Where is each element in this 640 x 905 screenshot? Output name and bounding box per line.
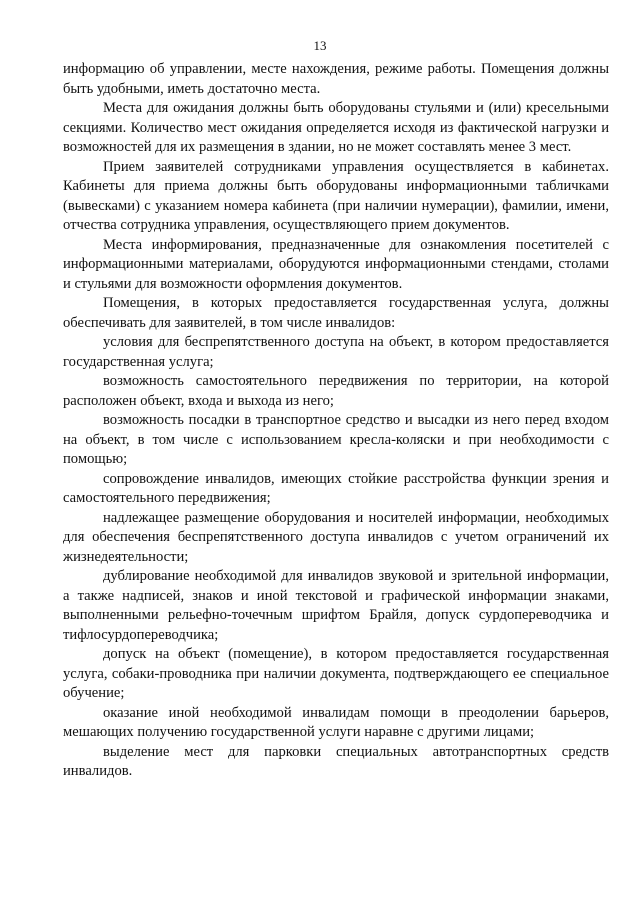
document-body: [63, 60, 609, 782]
paragraph-reception: Прием заявителей сотрудниками управления осуществляется в кабинетах. Кабинеты для приема должны быть оборудованы информационными табличками (вывесками) с указанием номера кабинета (при наличии нумерации), фамилии, имени, отчества сотрудника управления, осуществляющего прием документов.: [63, 158, 609, 233]
list-item-access-conditions: условия для беспрепятственного доступа на объект, в котором предоставляется государственная услуга;: [63, 334, 609, 370]
list-item-escort: сопровождение инвалидов, имеющих стойкие расстройства функции зрения и самостоятельного передвижения;: [63, 470, 609, 506]
list-item-guide-dog: допуск на объект (помещение), в котором предоставляется государственная услуга, собаки-проводника при наличии документа, подтверждающего ее специальное обучение;: [63, 646, 609, 701]
list-item-other-assistance: оказание иной необходимой инвалидам помощи в преодолении барьеров, мешающих получению государственной услуги наравне с другими лицами;: [63, 704, 609, 740]
list-item-parking: выделение мест для парковки специальных автотранспортных средств инвалидов.: [63, 743, 609, 779]
paragraph-waiting-areas: Места для ожидания должны быть оборудованы стульями и (или) кресельными секциями. Количество мест ожидания определяется исходя из фактической нагрузки и возможностей для их размещения в здании, но не может составлять менее 3 мест.: [63, 100, 609, 155]
list-item-equipment-placement: надлежащее размещение оборудования и носителей информации, необходимых для обеспечения беспрепятственного доступа инвалидов с учетом ограничений их жизнедеятельности;: [63, 509, 609, 565]
list-item-boarding-assistance: возможность посадки в транспортное средство и высадки из него перед входом на объект, в том числе с использованием кресла-коляски и при необходимости с помощью;: [63, 412, 609, 467]
paragraph-information-places: Места информирования, предназначенные для ознакомления посетителей с информационными материалами, оборудуются информационными стендами, столами и стульями для возможности оформления документов.: [63, 236, 609, 292]
list-item-information-duplication: дублирование необходимой для инвалидов звуковой и зрительной информации, а также надписей, знаков и иной текстовой и графической информации знаками, выполненными рельефно-точечным шрифтом Брайля, допуск сурдопереводчика и тифлосурдопереводчика;: [63, 568, 609, 643]
paragraph-premises-requirements: Помещения, в которых предоставляется государственная услуга, должны обеспечивать для заявителей, в том числе инвалидов:: [63, 295, 609, 331]
paragraph-continuation: информацию об управлении, месте нахождения, режиме работы. Помещения должны быть удобными, иметь достаточно места.: [63, 61, 609, 97]
page-number: 13: [313, 38, 327, 53]
list-item-independent-movement: возможность самостоятельного передвижения по территории, на которой расположен объект, входа и выхода из него;: [63, 373, 609, 409]
